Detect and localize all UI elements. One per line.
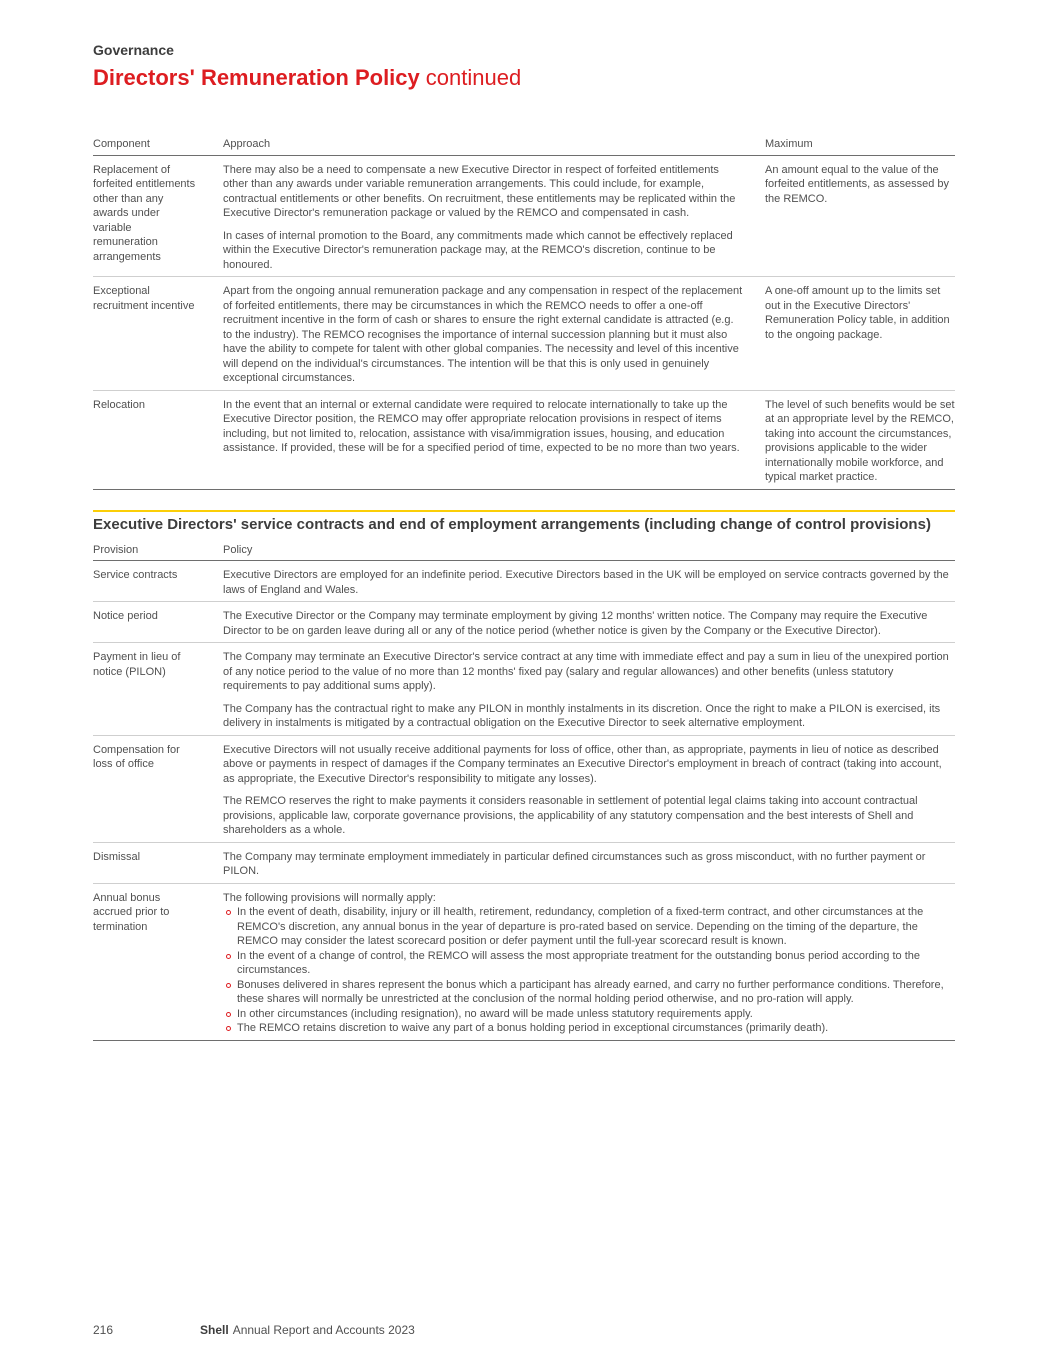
approach-paragraph: There may also be a need to compensate a new Executive Director in respect of forfeited entitlements other than any awards under variable remuneration arrangements. This could include, for example, contractual entitlements or other benefits. On recruitment, these entitlements may be replicated within the Executive Director's remuneration package or valued by the REMCO and compensated in cash. [223,163,736,219]
bullet-item [223,978,955,1007]
section-heading: Executive Directors' service contracts and end of employment arrangements (including change of control provisions) [93,515,931,533]
approach-cell [223,284,765,386]
table-header-row [93,543,955,562]
page-footer [93,1322,593,1338]
policy-paragraph: Executive Directors are employed for an indefinite period. Executive Directors based in the UK will be employed on service contracts governed by the laws of England and Wales. [223,569,949,596]
approach-paragraph: In cases of internal promotion to the Board, any commitments made which cannot be effectively replaced within the Executive Director's remuneration package may, at the REMCO's discretion, continue to be honoured. [223,229,733,271]
table-row [93,884,955,1041]
policy-cell [223,891,955,1036]
policy-cell [223,743,955,838]
service-contracts-table [93,543,955,1041]
bullet-item [223,1021,955,1036]
policy-paragraph: Executive Directors will not usually receive additional payments for loss of office, other than, as appropriate, payments in lieu of notice as described above or payments in respect of damages if the Company terminates an Executive Director's employment in breach of contract (taking into account, as appropriate, the Executive Director's responsibility to mitigate any losses). [223,743,942,785]
section-divider [93,510,955,512]
approach-cell [223,398,765,485]
circle-bullet-icon [226,983,231,988]
bullet-text: Bonuses delivered in shares represent the bonus which a participant has already earned, and carry no further performance conditions. Therefore, these shares will normally be unrestricted at the conclusion of the normal holding period otherwise, and no pro-ration will apply. [237,978,944,1005]
provision-cell: Annual bonus accrued prior to termination [93,891,170,933]
bullet-list [223,905,955,1036]
maximum-cell: The level of such benefits would be set at an appropriate level by the REMCO, taking into account the circumstances, provisions applicable to the wider internationally mobile workforce, and typical market practice. [765,398,955,483]
table-row [93,561,955,602]
column-header-approach: Approach [223,138,271,150]
remuneration-policy-table [93,137,955,490]
circle-bullet-icon [226,1012,231,1017]
policy-paragraph: The REMCO reserves the right to make payments it considers reasonable in settlement of potential legal claims taking into account contractual provisions, applicable law, corporate governance provisions, the applicability of any statutory compensation and the best interests of Shell and shareholders as a whole. [223,795,918,836]
table-header-row [93,137,955,156]
policy-cell [223,650,955,731]
bullet-item [223,905,955,949]
approach-cell [223,163,765,273]
bullet-item [223,1007,955,1022]
table-row [93,277,955,391]
bullet-text: In other circumstances (including resignation), no award will be made unless statutory requirements apply. [237,1007,753,1020]
provision-cell: Notice period [93,610,158,622]
policy-paragraph: The following provisions will normally apply: [223,891,436,904]
policy-cell [223,568,955,597]
policy-cell [223,609,955,638]
provision-cell: Compensation for loss of office [93,743,180,770]
bullet-text: The REMCO retains discretion to waive any part of a bonus holding period in exceptional circumstances (primarily death). [237,1022,829,1034]
circle-bullet-icon [226,1026,231,1031]
page-title [93,63,521,93]
component-cell: Relocation [93,398,145,411]
report-title: Annual Report and Accounts 2023 [232,1323,415,1337]
circle-bullet-icon [226,954,231,959]
approach-paragraph: In the event that an internal or external candidate were required to relocate internationally to take up the Executive Director position, the REMCO may offer appropriate relocation provisions in respect of items including, but not limited to, relocation, assistance with visa/immigration issues, housing, and education assistance. If provided, these will be for a specified period of time, expected to be no more than two years. [223,398,740,454]
table-row [93,602,955,643]
brand-name: Shell [200,1323,229,1337]
page-number: 216 [93,1323,114,1337]
policy-paragraph: The Executive Director or the Company may terminate employment by giving 12 months' written notice. The Company may require the Executive Director to be on garden leave during all or any of the notice period (whether notice is given by the Company or the Executive Director). [223,610,928,637]
table-row [93,156,955,278]
column-header-component: Component [93,138,150,150]
policy-cell [223,850,955,879]
component-cell: Replacement of forfeited entitlements other than any awards under variable remuneration arrangements [93,163,196,263]
provision-cell: Service contracts [93,569,178,581]
bullet-text: In the event of death, disability, injury or ill health, retirement, redundancy, completion of a fixed-term contract, and other circumstances at the REMCO's discretion, any annual bonus in the year of departure is pro-rated based on service. Depending on the timing of the departure, the REMCO may consider the latest scorecard position or defer payment until the full-year scorecard result is known. [237,906,924,947]
circle-bullet-icon [226,910,231,915]
maximum-cell: A one-off amount up to the limits set out in the Executive Directors' Remuneration Policy table, in addition to the ongoing package. [765,285,950,341]
table-row [93,736,955,843]
approach-paragraph: Apart from the ongoing annual remuneration package and any compensation in respect of the replacement of forfeited entitlements, there may be circumstances in which the REMCO needs to offer a one-off recruitment incentive in the form of cash or shares to ensure the right external candidate is attracted (e.g. to the industry). The REMCO recognises the importance of internal succession planning but it must also have the ability to compete for talent with other global companies. The necessity and level of this incentive will depend on the individual's circumstances. The intention will be that this is only used in genuinely exceptional circumstances. [223,285,743,384]
policy-paragraph: The Company may terminate an Executive Director's service contract at any time with immediate effect and pay a sum in lieu of the unexpired portion of any notice period to the value of no more than 12 months' fixed pay (salary and regular allowances) and other benefits (unless statutory requirements to pay additional sums apply). [223,651,949,692]
page-content [93,137,955,1041]
page-title-suffix: continued [425,65,522,90]
policy-paragraph: The Company has the contractual right to make any PILON in monthly instalments in its discretion. Once the right to make a PILON is exercised, its delivery in instalments is mitigated by a contractual obligation on the Executive Director to seek alternative employment. [223,702,941,729]
table-row [93,843,955,884]
table-row [93,643,955,736]
maximum-cell: An amount equal to the value of the forfeited entitlements, as assessed by the REMCO. [765,163,950,205]
column-header-provision: Provision [93,543,139,556]
bullet-item [223,949,955,978]
provision-cell: Payment in lieu of notice (PILON) [93,651,181,678]
column-header-maximum: Maximum [765,138,813,150]
table-row [93,391,955,490]
page-title-main: Directors' Remuneration Policy [93,65,420,90]
policy-paragraph: The Company may terminate employment immediately in particular defined circumstances such as gross misconduct, with no further payment or PILON. [223,850,926,877]
bullet-text: In the event of a change of control, the REMCO will assess the most appropriate treatment for the outstanding bonus period according to the circumstances. [237,949,920,976]
report-name [200,1322,415,1338]
section-label: Governance [93,42,174,58]
provision-cell: Dismissal [93,850,141,863]
column-header-policy: Policy [223,543,253,556]
component-cell: Exceptional recruitment incentive [93,285,195,312]
